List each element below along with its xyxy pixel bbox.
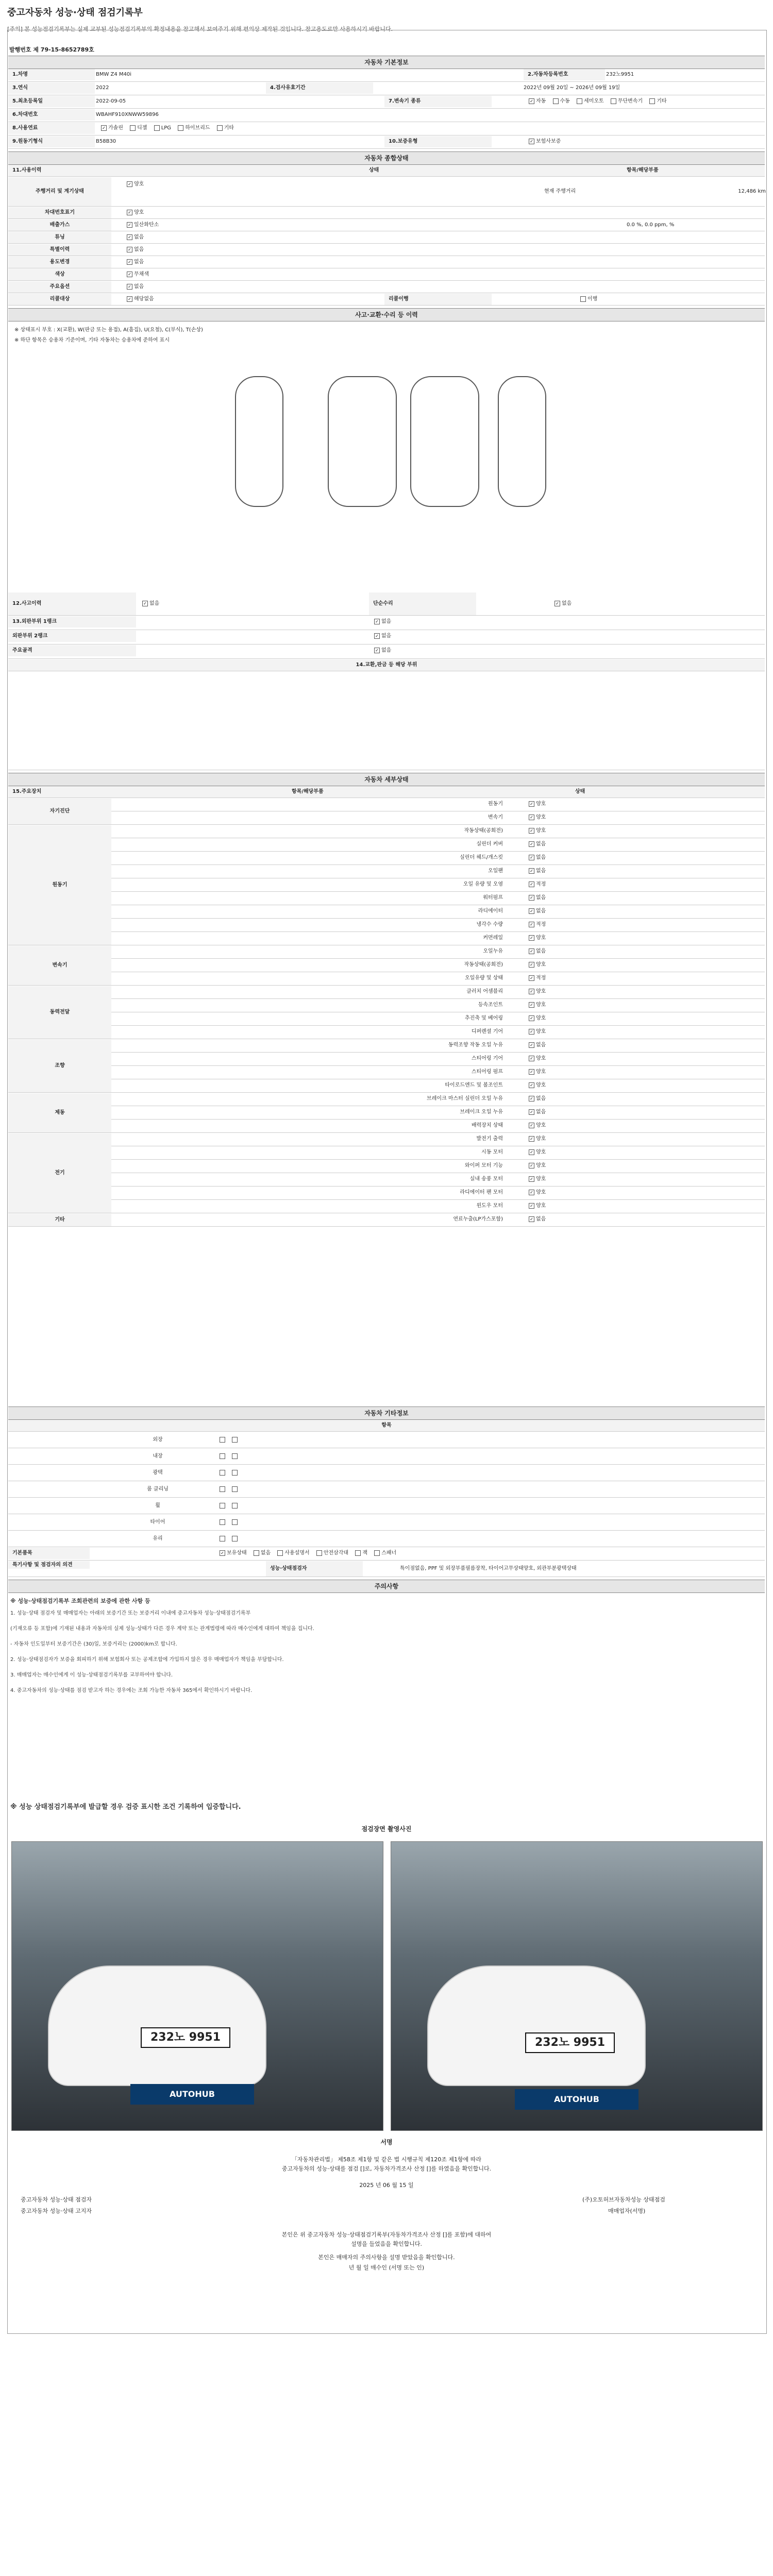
detail-row — [8, 1214, 765, 1227]
other-item-checks — [214, 1515, 369, 1530]
detail-checkbox[interactable] — [529, 1042, 534, 1048]
detail-row — [8, 1147, 765, 1160]
basic-row-3 — [8, 96, 765, 109]
note-line: - 자동차 인도일부터 보증기간은 (30)일, 보증거리는 (2000)km로 합니다. — [10, 1641, 177, 1647]
car-top-rear-diagram — [410, 376, 479, 507]
detail-item-state: ✓ 적정 — [524, 973, 730, 984]
detail-checkbox[interactable] — [529, 1109, 534, 1115]
detail-item-state: ✓ 양호 — [524, 1066, 730, 1078]
opinion-text: 특이점없음, PPF 및 외장부품필름장착, 타이어고무상태양호, 외관부분광택상태 — [400, 1566, 577, 1571]
basic-row-6 — [8, 136, 765, 149]
other-item-name: 룸 클리닝 — [147, 1486, 169, 1492]
section-notes: 주의사항 — [8, 1580, 765, 1593]
basic-row-4 — [8, 109, 765, 122]
label-fuel: 8.사용연료 — [8, 123, 95, 134]
section-detail: 자동차 세부상태 — [8, 773, 765, 786]
serial-number: 발행번호 제 79-15-8652789호 — [9, 46, 94, 53]
other-checkbox[interactable] — [220, 1470, 225, 1476]
detail-checkbox[interactable] — [529, 1082, 534, 1088]
detail-checkbox[interactable] — [529, 1015, 534, 1021]
checkbox-ext2[interactable] — [374, 633, 380, 639]
detail-item-name: 오일누유 — [483, 948, 503, 954]
detail-group-label: 변속기 — [8, 946, 111, 985]
detail-item-state: ✓ 양호 — [524, 1160, 730, 1172]
detail-group-label: 기타 — [8, 1214, 111, 1226]
detail-item-name: 작동상태(공회전) — [464, 962, 503, 968]
other-checkbox[interactable] — [232, 1486, 238, 1492]
other-item-checks — [214, 1432, 369, 1448]
exterior-rank1: 13.외판부위 1랭크 ✓ 없음 — [8, 616, 765, 630]
detail-item-state: ✓ 양호 — [524, 1147, 730, 1158]
detail-item-state: ✓ 없음 — [524, 892, 730, 904]
value-reg-no: 232노9951 — [606, 72, 634, 77]
detail-item-name: 라디에이터 — [478, 908, 503, 914]
sign-date: 2025 년 06 월 15 일 — [359, 2182, 414, 2189]
detail-checkbox[interactable] — [529, 882, 534, 887]
summary-row-emission: 배출가스 ✓ 일산화탄소 0.0 %, 0.0 ppm, % — [8, 219, 765, 231]
part-grid — [8, 672, 765, 770]
detail-item-state: ✓ 양호 — [524, 1200, 730, 1212]
detail-row — [8, 1187, 765, 1200]
detail-item-state: ✓ 양호 — [524, 799, 730, 810]
lift-banner-front: AUTOHUB — [130, 2084, 254, 2105]
detail-item-name: 냉각수 수량 — [476, 922, 503, 927]
detail-row — [8, 1107, 765, 1120]
checkbox-usage[interactable] — [127, 259, 132, 265]
note-line: (기재오류 등 포함)에 기재된 내용과 자동차의 실제 성능·상태가 다른 경우 계약 또는 관계법령에 따라 매수인에게 대하여 책임을 집니다. — [10, 1626, 314, 1632]
other-item-name: 타이어 — [150, 1519, 165, 1525]
note-line: 2. 성능·상태점검자가 보증을 회피하기 위해 보험회사 또는 공제조합에 가입하지 않은 경우 매매업자가 책임을 부담합니다. — [10, 1657, 284, 1663]
checkbox-gasoline[interactable] — [101, 125, 107, 131]
label-transmission: 7.변속기 종류 — [384, 96, 492, 107]
other-checkbox[interactable] — [220, 1536, 225, 1541]
detail-item-name: 시동 모터 — [481, 1149, 503, 1155]
detail-checkbox[interactable] — [529, 962, 534, 968]
detail-item-name: 윈도우 모터 — [476, 1203, 503, 1209]
note-line: 4. 중고자동차의 성능·상태를 점검 받고자 하는 경우에는 조회 가능한 자동차 365에서 확인하시기 바랍니다. — [10, 1688, 253, 1693]
checkbox-mileage-good[interactable] — [127, 181, 132, 187]
tool-row: 기본품목 ✓ 보유상태 없음 사용설명서 안전삼각대 잭 스패너 — [8, 1548, 765, 1561]
other-item-checks — [214, 1498, 369, 1514]
checkbox-other[interactable] — [649, 98, 655, 104]
detail-row — [8, 1026, 765, 1039]
detail-checkbox[interactable] — [529, 1123, 534, 1128]
detail-item-state: ✓ 없음 — [524, 946, 730, 957]
other-row — [8, 1482, 765, 1498]
car-diagram — [8, 355, 765, 520]
detail-item-name: 브레이크 오일 누유 — [460, 1109, 503, 1115]
detail-row — [8, 973, 765, 986]
other-row — [8, 1465, 765, 1481]
other-checkbox[interactable] — [220, 1486, 225, 1492]
detail-checkbox[interactable] — [529, 935, 534, 941]
other-checkbox[interactable] — [232, 1519, 238, 1525]
car-top-front-diagram — [328, 376, 397, 507]
other-item-name: 휠 — [155, 1503, 160, 1509]
exterior-rank2: 외판부위 2랭크 ✓ 없음 — [8, 631, 765, 645]
car-front-shape — [48, 1965, 266, 2086]
plate-front: 232노 9951 — [141, 2027, 230, 2048]
detail-item-name: 스티어링 펌프 — [471, 1069, 503, 1075]
detail-item-name: 실린더 커버 — [476, 841, 503, 847]
section-photos: 점검장면 촬영사진 — [8, 1823, 765, 1835]
photo-rear — [391, 1841, 763, 2131]
detail-checkbox[interactable] — [529, 989, 534, 994]
other-checkbox[interactable] — [220, 1437, 225, 1443]
detail-item-state: ✓ 양호 — [524, 812, 730, 823]
value-engine: B58B30 — [96, 139, 116, 144]
detail-checkbox[interactable] — [529, 1069, 534, 1075]
checkbox-ext1[interactable] — [374, 619, 380, 624]
detail-item-state: ✓ 양호 — [524, 1026, 730, 1038]
label-reg-no: 2.자동차등록번호 — [524, 69, 605, 80]
detail-row — [8, 1120, 765, 1133]
buyer-sign-line: 년 월 일 매수인 (서명 또는 인) — [348, 2264, 425, 2271]
label-warranty: 10.보증유형 — [384, 136, 492, 147]
other-checkbox[interactable] — [232, 1536, 238, 1541]
summary-row-usage: 용도변경 ✓ 없음 — [8, 257, 765, 268]
detail-row — [8, 959, 765, 972]
document-title: 중고자동차 성능·상태 점검기록부 — [7, 7, 143, 18]
detail-head: 15.주요장치 항목/해당부품 상태 — [8, 786, 765, 798]
detail-item-state: ✓ 적정 — [524, 919, 730, 930]
other-checkbox[interactable] — [220, 1519, 225, 1525]
detail-checkbox[interactable] — [529, 828, 534, 834]
mileage-value: 12,486 km — [738, 189, 766, 194]
label-first-reg: 5.최초등록일 — [8, 96, 95, 107]
detail-row — [8, 879, 765, 892]
other-row — [8, 1531, 765, 1547]
value-inspect-period: 2022년 09월 20일 ~ 2026년 09월 19일 — [524, 85, 620, 91]
label-inspect-period: 4.검사유효기간 — [266, 82, 373, 94]
other-head: 항목 — [8, 1420, 765, 1432]
checkbox-spanner[interactable] — [374, 1550, 380, 1556]
detail-item-name: 배력장치 상태 — [471, 1123, 503, 1128]
part-title-row: 14.교환,판금 등 해당 부위 — [8, 659, 765, 671]
detail-item-state: ✓ 없음 — [524, 839, 730, 850]
detail-item-state: ✓ 양호 — [524, 825, 730, 837]
other-checkbox[interactable] — [232, 1453, 238, 1459]
value-vin: WBAHF910XNWW59896 — [96, 112, 159, 117]
detail-row — [8, 1040, 765, 1053]
summary-row-recall: 리콜대상 ✓ 해당없음 리콜이행 이행 — [8, 294, 765, 306]
detail-item-state: ✓ 없음 — [524, 1040, 730, 1051]
detail-item-state: ✓ 양호 — [524, 1187, 730, 1198]
detail-row — [8, 1200, 765, 1213]
checkbox-semi[interactable] — [577, 98, 582, 104]
detail-group-label: 전기 — [8, 1133, 111, 1213]
other-row — [8, 1432, 765, 1448]
checkbox-tool-none[interactable] — [254, 1550, 259, 1556]
detail-item-state: ✓ 없음 — [524, 866, 730, 877]
checkbox-auto[interactable] — [529, 98, 534, 104]
notes-footer: ※ 성능 상태점검기록부에 발급할 경우 검증 표시한 조건 기록하여 입증합니다. — [10, 1803, 241, 1811]
detail-item-name: 실내 송풍 모터 — [469, 1176, 503, 1182]
detail-checkbox[interactable] — [529, 922, 534, 927]
detail-item-name: 작동상태(공회전) — [464, 828, 503, 834]
checkbox-warranty[interactable] — [529, 139, 534, 144]
detail-row — [8, 1013, 765, 1026]
basic-row-5 — [8, 123, 765, 135]
detail-row — [8, 1080, 765, 1093]
section-basic: 자동차 기본정보 — [8, 56, 765, 69]
summary-row-vin: 차대번호표기 ✓ 양호 — [8, 207, 765, 219]
detail-group-label: 자기진단 — [8, 799, 111, 824]
detail-checkbox[interactable] — [529, 1163, 534, 1168]
detail-checkbox[interactable] — [529, 801, 534, 807]
detail-row — [8, 1160, 765, 1173]
detail-row — [8, 946, 765, 959]
detail-item-name: 등속조인트 — [478, 1002, 503, 1008]
detail-checkbox[interactable] — [529, 1190, 534, 1195]
detail-row — [8, 986, 765, 999]
checkbox-tool-have[interactable] — [220, 1550, 225, 1556]
detail-item-name: 타이로드엔드 및 볼조인트 — [445, 1082, 503, 1088]
detail-checkbox[interactable] — [529, 1029, 534, 1035]
detail-item-name: 클러치 어셈블리 — [466, 989, 503, 994]
summary-row-special: 특별이력 ✓ 없음 — [8, 244, 765, 256]
note-line: 3. 매매업자는 매수인에게 이 성능·상태점검기록부를 교부하여야 합니다. — [10, 1672, 173, 1678]
label-vin: 6.차대번호 — [8, 109, 95, 121]
detail-row — [8, 1066, 765, 1079]
checkbox-lpg[interactable] — [154, 125, 160, 131]
detail-item-name: 디퍼렌셜 기어 — [471, 1029, 503, 1035]
checkbox-frame[interactable] — [374, 648, 380, 653]
detail-item-name: 추진축 및 베어링 — [465, 1015, 503, 1021]
notice-text: [주의] 본 성능점검기록부는 실제 교부된 성능점검기록부의 확정내용을 참고해서 보여주기 위해 편의상 제작된 것입니다. 참고용도로만 사용하시기 바랍니다. — [7, 26, 393, 32]
detail-checkbox[interactable] — [529, 1203, 534, 1209]
car-left-side-diagram — [235, 376, 283, 507]
warranty-options: ✓ 보험사보증 — [524, 136, 730, 147]
detail-row — [8, 812, 765, 825]
detail-row — [8, 892, 765, 905]
other-checkbox[interactable] — [220, 1453, 225, 1459]
other-row — [8, 1515, 765, 1531]
detail-item-name: 오일유량 및 상태 — [465, 975, 503, 981]
detail-item-name: 오일 유량 및 오염 — [463, 882, 503, 887]
basic-row-1 — [8, 69, 765, 82]
detail-row — [8, 933, 765, 945]
other-item-name: 내장 — [153, 1453, 163, 1459]
detail-item-name: 발전기 출력 — [476, 1136, 503, 1142]
damage-legend-2: ※ 하단 항목은 승용차 기준이며, 기타 자동차는 승용차에 준하여 표시 — [14, 337, 170, 343]
detail-item-name: 브레이크 마스터 실린더 오일 누유 — [427, 1096, 503, 1101]
plate-rear: 232노 9951 — [525, 2032, 615, 2053]
other-checkbox[interactable] — [232, 1503, 238, 1509]
checkbox-vin-good[interactable] — [127, 210, 132, 215]
detail-checkbox[interactable] — [529, 868, 534, 874]
detail-row — [8, 1133, 765, 1146]
label-engine: 9.원동기형식 — [8, 136, 95, 147]
value-first-reg: 2022-09-05 — [96, 98, 126, 104]
fuel-options: ✓ 가솔린 디젤 LPG 하이브리드 기타 — [96, 123, 405, 134]
detail-item-state: ✓ 양호 — [524, 959, 730, 971]
detail-row — [8, 906, 765, 919]
summary-row-color: 색상 ✓ 무채색 — [8, 269, 765, 281]
detail-item-state: ✓ 없음 — [524, 1093, 730, 1105]
detail-item-state: ✓ 없음 — [524, 906, 730, 917]
detail-item-name: 연료누출(LP가스포함) — [453, 1216, 503, 1222]
checkbox-accident-none[interactable] — [142, 601, 148, 606]
label-car-name: 1.차명 — [8, 69, 95, 80]
detail-row — [8, 799, 765, 811]
accident-row: 12.사고이력 ✓ 없음 단순수리 ✓ 없음 — [8, 592, 765, 616]
detail-item-state: ✓ 양호 — [524, 1080, 730, 1091]
detail-item-name: 실린더 헤드/개스킷 — [460, 855, 503, 860]
detail-item-name: 커먼레일 — [483, 935, 503, 941]
detail-checkbox[interactable] — [529, 1149, 534, 1155]
section-damage: 사고·교환·수리 등 이력 — [8, 308, 765, 321]
frame-row: 주요골격 ✓ 없음 — [8, 645, 765, 659]
detail-item-name: 워터펌프 — [483, 895, 503, 901]
value-car-name: BMW Z4 M40i — [96, 72, 132, 77]
detail-item-name: 원동기 — [488, 801, 503, 807]
checkbox-manual-book[interactable] — [277, 1550, 283, 1556]
other-item-checks — [214, 1482, 369, 1497]
summary-row-option: 주요옵션 ✓ 없음 — [8, 281, 765, 293]
detail-item-state: ✓ 적정 — [524, 879, 730, 890]
detail-checkbox[interactable] — [529, 908, 534, 914]
detail-item-state: ✓ 양호 — [524, 933, 730, 944]
detail-item-state: ✓ 양호 — [524, 1053, 730, 1064]
value-year: 2022 — [96, 85, 109, 91]
detail-item-state: ✓ 없음 — [524, 1107, 730, 1118]
other-checkbox[interactable] — [232, 1437, 238, 1443]
transmission-options: ✓ 자동 수동 세미오토 무단변속기 기타 — [524, 96, 761, 107]
other-item-name: 외장 — [153, 1437, 163, 1443]
detail-item-state: ✓ 양호 — [524, 1120, 730, 1131]
detail-row — [8, 1093, 765, 1106]
other-row — [8, 1498, 765, 1514]
checkbox-manual[interactable] — [553, 98, 559, 104]
checkbox-cvt[interactable] — [611, 98, 616, 104]
detail-item-name: 변속기 — [488, 815, 503, 820]
other-checkbox[interactable] — [220, 1503, 225, 1509]
checkbox-jack[interactable] — [355, 1550, 361, 1556]
summary-row-mileage: 주행거리 및 계기상태 ✓양호 현재 주행거리 12,486 km — [8, 177, 765, 207]
other-item-checks — [214, 1531, 369, 1547]
detail-checkbox[interactable] — [529, 975, 534, 981]
detail-group-label: 조향 — [8, 1040, 111, 1092]
other-row — [8, 1449, 765, 1465]
checkbox-diesel[interactable] — [130, 125, 136, 131]
detail-row — [8, 852, 765, 865]
detail-item-name: 오일팬 — [488, 868, 503, 874]
label-year: 3.연식 — [8, 82, 95, 94]
detail-row — [8, 919, 765, 932]
notes-title: ※ 성능·상태점검기록부 조회관련의 보증에 관한 사항 등 — [10, 1598, 150, 1604]
detail-item-name: 와이퍼 모터 기능 — [465, 1163, 503, 1168]
detail-item-state: ✓ 없음 — [524, 1214, 730, 1225]
detail-row — [8, 1053, 765, 1066]
section-other: 자동차 기타정보 — [8, 1406, 765, 1420]
other-item-name: 광택 — [153, 1470, 163, 1476]
checkbox-recall-done[interactable] — [580, 296, 586, 302]
checkbox-repair-none[interactable] — [554, 601, 560, 606]
checkbox-fuel-other[interactable] — [217, 125, 223, 131]
detail-group-label: 동력전달 — [8, 986, 111, 1039]
checkbox-recall[interactable] — [127, 296, 132, 302]
detail-checkbox[interactable] — [529, 855, 534, 860]
checkbox-option[interactable] — [127, 284, 132, 290]
detail-checkbox[interactable] — [529, 841, 534, 847]
checkbox-triangle[interactable] — [316, 1550, 322, 1556]
detail-item-name: 동력조향 작동 오일 누유 — [448, 1042, 503, 1048]
detail-row — [8, 866, 765, 878]
detail-item-state: ✓ 양호 — [524, 1133, 730, 1145]
detail-row — [8, 839, 765, 852]
detail-item-state: ✓ 양호 — [524, 999, 730, 1011]
section-summary: 자동차 종합상태 — [8, 151, 765, 165]
detail-checkbox[interactable] — [529, 815, 534, 820]
car-rear-shape — [427, 1965, 646, 2086]
detail-checkbox[interactable] — [529, 1216, 534, 1222]
performance-record-page: 중고자동차 성능·상태 점검기록부 [주의] 본 성능점검기록부는 실제 교부된 성능점검기록부의 확정내용을 참고해서 보여주기 위해 편의상 제작된 것입니다. 참고용도로만 사용하시기 바랍니다. 발행번호 제 79-15-8652789호 자동차 기본정보 1.차명 BMW Z4 M40i 2.자동차등록번호 232노9951 3.연식 2022 4.검사유효기간 2022년 09월 20일 ~ 2026년 09월 19일 5.최초등록일 2022-09-05 7.변속기 종류 ✓ 자동 수동 세미오토 무단변속기 기타 6.차대번호 WBAHF910XNWW59896 8.사용연료 ✓ 가솔린 디젤 LPG 하이브리드 기타 9.원동기형식 B58B30 10.보증유형 ✓ 보험사보증 자동차 종합상태 11.사용이력 상태 항목/해당부품 주행거리 및 계기상태 ✓양호 현재 주행거리 12,486 km 차대번호표기 ✓ 양호 배출가스 ✓ 일산화탄소 0.0 %, 0.0 ppm, % 튜닝 ✓ 없음 특별이력 ✓ 없음 용도변경 ✓ 없음 색상 ✓ 무채색 주요옵션 ✓ 없음 리콜대상 ✓ 해당없음 리콜이행 이행 사고·교환·수리 등 이력 ※ 상태표시 부호 : X(교환), W(판금 또는 용접), A(흠집), U(요철), C(부식), T(손상) ※ 하단 항목은 승용차 기준이며, 기타 자동차는 승용차에 준하여 표시 12.사고이력 ✓ 없음 단순수리 ✓ 없음 13.외판부위 1랭크 ✓ 없음 외판부위 2랭크 ✓ 없음 주요골격 ✓ 없음 14.교환,판금 등 해당 부위 자동차 세부상태 15.주요장치 항목/해당부품 상태 원동기 ✓ 양호 변속기 ✓ 양호 자기진단 작동상태(공회전) ✓ 양호 실린더 커버 ✓ 없음 실린더 헤드/개스킷 ✓ 없음 오일팬 ✓ 없음 오일 유량 및 오염 ✓ 적정 워터펌프 ✓ 없음 라디에이터 ✓ 없음 냉각수 수량 ✓ 적정 커먼레일 ✓ 양호 원동기 오일누유 ✓ 없음 작동상태(공회전) ✓ 양호 오일유량 및 상태 ✓ 적정 변속기 클러치 어셈블리 ✓ 양호 등속조인트 ✓ 양호 추진축 및 베어링 ✓ 양호 디퍼렌셜 기어 ✓ 양호 동력전달 동력조향 작동 오일 누유 ✓ 없음 스티어링 기어 ✓ 양호 스티어링 펌프 ✓ 양호 타이로드엔드 및 볼조인트 ✓ 양호 조향 브레이크 마스터 실린더 오일 누유 ✓ 없음 브레이크 오일 누유 ✓ 없음 배력장치 상태 ✓ 양호 제동 발전기 출력 ✓ 양호 시동 모터 ✓ 양호 와이퍼 모터 기능 ✓ 양호 실내 송풍 모터 ✓ 양호 라디에이터 팬 모터 ✓ 양호 윈도우 모터 ✓ 양호 전기 연료누출(LP가스포함) ✓ 없음 기타 자동차 기타정보 항목 외장 내장 광택 룸 클리닝 휠 타이어 유리 기본품목 ✓ 보유상태 없음 사용설명서 안전삼각대 잭 스패너 특기사항 및 점검자의 의견 성능·상태점검자 특이점없음, PPF 및 외장부품필름장착, 타이어고무상태양호, 외관부분광택상태 주의사항 ※ 성능·상태점검기록부 조회관련의 보증에 관한 사항 등 1. 성능·상태 점검자 및 매매업자는 아래의 보증기간 또는 보증거리 이내에 중고자동차 성능·상태점검기록부 (기재오류 등 포함)에 기재된 내용과 자동차의 실제 성능·상태가 다른 경우 계약 또는 관계법령에 따라 매수인에게 대하여 책임을 집니다. - 자동차 인도일부터 보증기간은 (30)일, 보증거리는 (2000)km로 합니다. 2. 성능·상태점검자가 보증을 회피하기 위해 보험회사 또는 공제조합에 가입하지 않은 경우 매매업자가 책임을 부담합니다. 3. 매매업자는 매수인에게 이 성능·상태점검기록부를 교부하여야 합니다. 4. 중고자동차의 성능·상태를 점검 받고자 하는 경우에는 조회 가능한 자동차 365에서 확인하시기 바랍니다. ※ 성능 상태점검기록부에 발급할 경우 검증 표시한 조건 기록하여 입증합니다. 점검장면 촬영사진 232노 9951 AUTOHUB 232노 9951 AUTOHUB 서명 「자동차관리법」 제58조 제1항 및 같은 법 시행규칙 제120조 제1항에 따라 중고자동차의 성능·상태를 점검 []로, 자동차가격조사 산정 []를 하였음을 확인합니다. 2025 년 06 월 15 일 중고자동차 성능·상태 점검자 (주)오토허브자동차성능 상태점검 중고자동차 성능·상태 고지자 매매업자(서명) 본인은 위 중고자동차 성능·상태점검기록부(자동차가격조사 산정 []를 포함)에 대하여 설명을 들었음을 확인합니다. 본인은 매매자의 주의사항을 설명 받았음을 확인합니다. 년 월 일 매수인 (서명 또는 인) — [0, 0, 773, 2576]
detail-group-label: 제동 — [8, 1093, 111, 1132]
other-item-name: 유리 — [153, 1536, 163, 1541]
detail-checkbox[interactable] — [529, 895, 534, 901]
detail-item-name: 스티어링 기어 — [471, 1056, 503, 1061]
other-item-checks — [214, 1465, 369, 1481]
detail-checkbox[interactable] — [529, 1056, 534, 1061]
opinion-row: 특기사항 및 점검자의 의견 성능·상태점검자 특이점없음, PPF 및 외장부품필름장착, 타이어고무상태양호, 외관부분광택상태 — [8, 1561, 765, 1577]
photo-front — [11, 1841, 383, 2131]
detail-item-state: ✓ 없음 — [524, 852, 730, 863]
other-checkbox[interactable] — [232, 1470, 238, 1476]
detail-item-name: 라디에이터 팬 모터 — [460, 1190, 503, 1195]
detail-checkbox[interactable] — [529, 1136, 534, 1142]
checkbox-color[interactable] — [127, 272, 132, 277]
summary-row-tuning: 튜닝 ✓ 없음 — [8, 232, 765, 244]
detail-group-label: 원동기 — [8, 825, 111, 945]
detail-checkbox[interactable] — [529, 1176, 534, 1182]
detail-item-state: ✓ 양호 — [524, 1013, 730, 1024]
detail-row — [8, 1174, 765, 1187]
checkbox-emission[interactable] — [127, 222, 132, 228]
lift-banner-rear: AUTOHUB — [515, 2089, 638, 2110]
detail-checkbox[interactable] — [529, 948, 534, 954]
detail-item-state: ✓ 양호 — [524, 1174, 730, 1185]
detail-checkbox[interactable] — [529, 1002, 534, 1008]
detail-checkbox[interactable] — [529, 1096, 534, 1101]
summary-head: 11.사용이력 상태 항목/해당부품 — [8, 165, 765, 177]
checkbox-special[interactable] — [127, 247, 132, 252]
note-line: 1. 성능·상태 점검자 및 매매업자는 아래의 보증기간 또는 보증거리 이내에 중고자동차 성능·상태점검기록부 — [10, 1611, 251, 1616]
section-sign: 서명 — [8, 2136, 765, 2148]
car-right-side-diagram — [498, 376, 546, 507]
detail-row — [8, 999, 765, 1012]
detail-row — [8, 825, 765, 838]
checkbox-tuning[interactable] — [127, 234, 132, 240]
checkbox-hybrid[interactable] — [178, 125, 183, 131]
other-item-checks — [214, 1449, 369, 1464]
detail-item-state: ✓ 양호 — [524, 986, 730, 997]
damage-legend: ※ 상태표시 부호 : X(교환), W(판금 또는 용접), A(흠집), U(요철), C(부식), T(손상) — [14, 327, 203, 333]
basic-row-2 — [8, 82, 765, 95]
